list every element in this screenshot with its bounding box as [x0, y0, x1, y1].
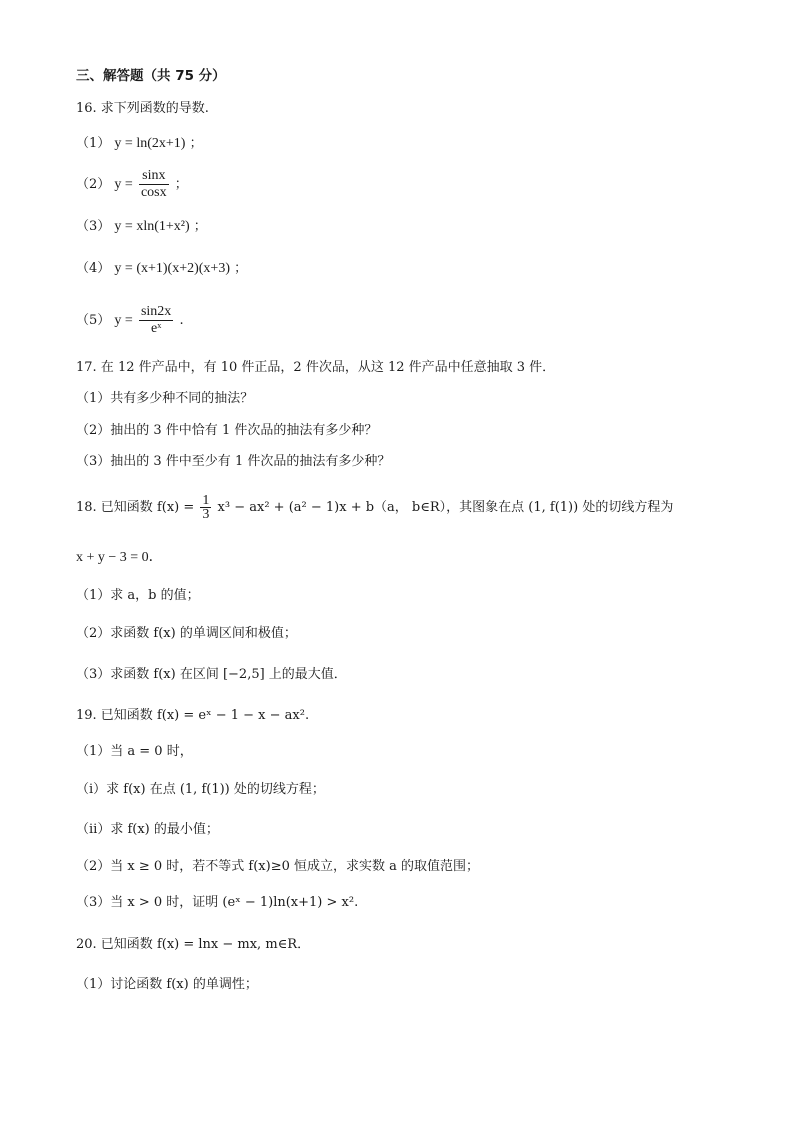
q16-part5-lhs: y = [114, 313, 133, 328]
q16-part5-end: . [179, 313, 184, 328]
q17-part1: （1）共有多少种不同的抽法？ [76, 391, 254, 406]
q18-part3: （3）求函数 f(x) 在区间 [−2,5] 上的最大值． [76, 667, 347, 682]
q19-part3: （3）当 x > 0 时，证明 (eˣ − 1)ln(x+1) > x². [76, 895, 359, 910]
q18-fraction [200, 494, 211, 521]
q18-stem-lead: 18. 已知函数 f(x) = [76, 500, 195, 515]
q18-stem-rest: x³ − ax² + (a² − 1)x + b（a， b∈R），其图象在点 (1, f(1)) 处的切线方程为 [217, 500, 674, 515]
q20-part1: （1）讨论函数 f(x) 的单调性； [76, 977, 258, 992]
q19-stem: 19. 已知函数 f(x) = eˣ − 1 − x − ax². [76, 708, 310, 723]
q16-part2-denominator: cosx [140, 185, 167, 200]
section-title: 三、解答题（共 75 分） [76, 68, 226, 84]
q16-part5-numerator: sin2x [140, 304, 172, 319]
q16-part1-tag: （1） [76, 136, 111, 151]
q18-tangent-equation: x + y − 3 = 0． [76, 550, 163, 565]
q16-part5-tag: （5） [76, 313, 111, 328]
q16-part1-formula: y = ln(2x+1) [114, 136, 186, 151]
q17-part3: （3）抽出的 3 件中至少有 1 件次品的抽法有多少种？ [76, 454, 391, 469]
q18-part2: （2）求函数 f(x) 的单调区间和极值； [76, 626, 297, 641]
q16-part4-formula: y = (x+1)(x+2)(x+3) [114, 261, 230, 276]
q16-part2-tag: （2） [76, 177, 111, 192]
q16-part3 [76, 217, 207, 237]
q16-part2-end: ； [174, 177, 188, 192]
q16-part1 [76, 134, 203, 154]
q16-part2-numerator: sinx [142, 168, 166, 183]
q18-fraction-numerator: 1 [202, 493, 210, 508]
q17-part2: （2）抽出的 3 件中恰有 1 件次品的抽法有多少种？ [76, 423, 378, 438]
q17-stem: 17. 在 12 件产品中，有 10 件正品，2 件次品，从这 12 件产品中任意抽取 3 件． [76, 360, 556, 375]
q16-stem: 16. 求下列函数的导数. [76, 101, 209, 116]
q16-part3-formula: y = xln(1+x²) [114, 219, 190, 234]
q16-part5 [76, 303, 184, 339]
q16-part5-fraction [139, 304, 173, 337]
q16-part4-tag: （4） [76, 261, 111, 276]
q16-part2-lhs: y = [114, 177, 133, 192]
q19-part1-i: （ⅰ）求 f(x) 在点 (1, f(1)) 处的切线方程； [76, 782, 325, 797]
q18-part1: （1）求 a，b 的值； [76, 588, 200, 603]
q19-part2: （2）当 x ≥ 0 时，若不等式 f(x)≥0 恒成立，求实数 a 的取值范围； [76, 859, 480, 874]
q16-part4-end: ； [234, 261, 248, 276]
q16-part3-end: ； [193, 219, 207, 234]
q16-part1-end: ； [189, 136, 203, 151]
q16-part2 [76, 167, 188, 203]
q16-part3-tag: （3） [76, 219, 111, 234]
q19-part1: （1）当 a = 0 时， [76, 744, 193, 759]
q18-fraction-denominator: 3 [202, 507, 210, 522]
q20-stem: 20. 已知函数 f(x) = lnx − mx, m∈R． [76, 937, 311, 952]
q19-part1-ii: （ⅱ）求 f(x) 的最小值； [76, 822, 219, 837]
q16-part2-fraction [139, 168, 169, 201]
q16-part4 [76, 259, 247, 279]
q16-part5-denominator: eˣ [139, 320, 173, 337]
q18-stem [76, 490, 673, 526]
